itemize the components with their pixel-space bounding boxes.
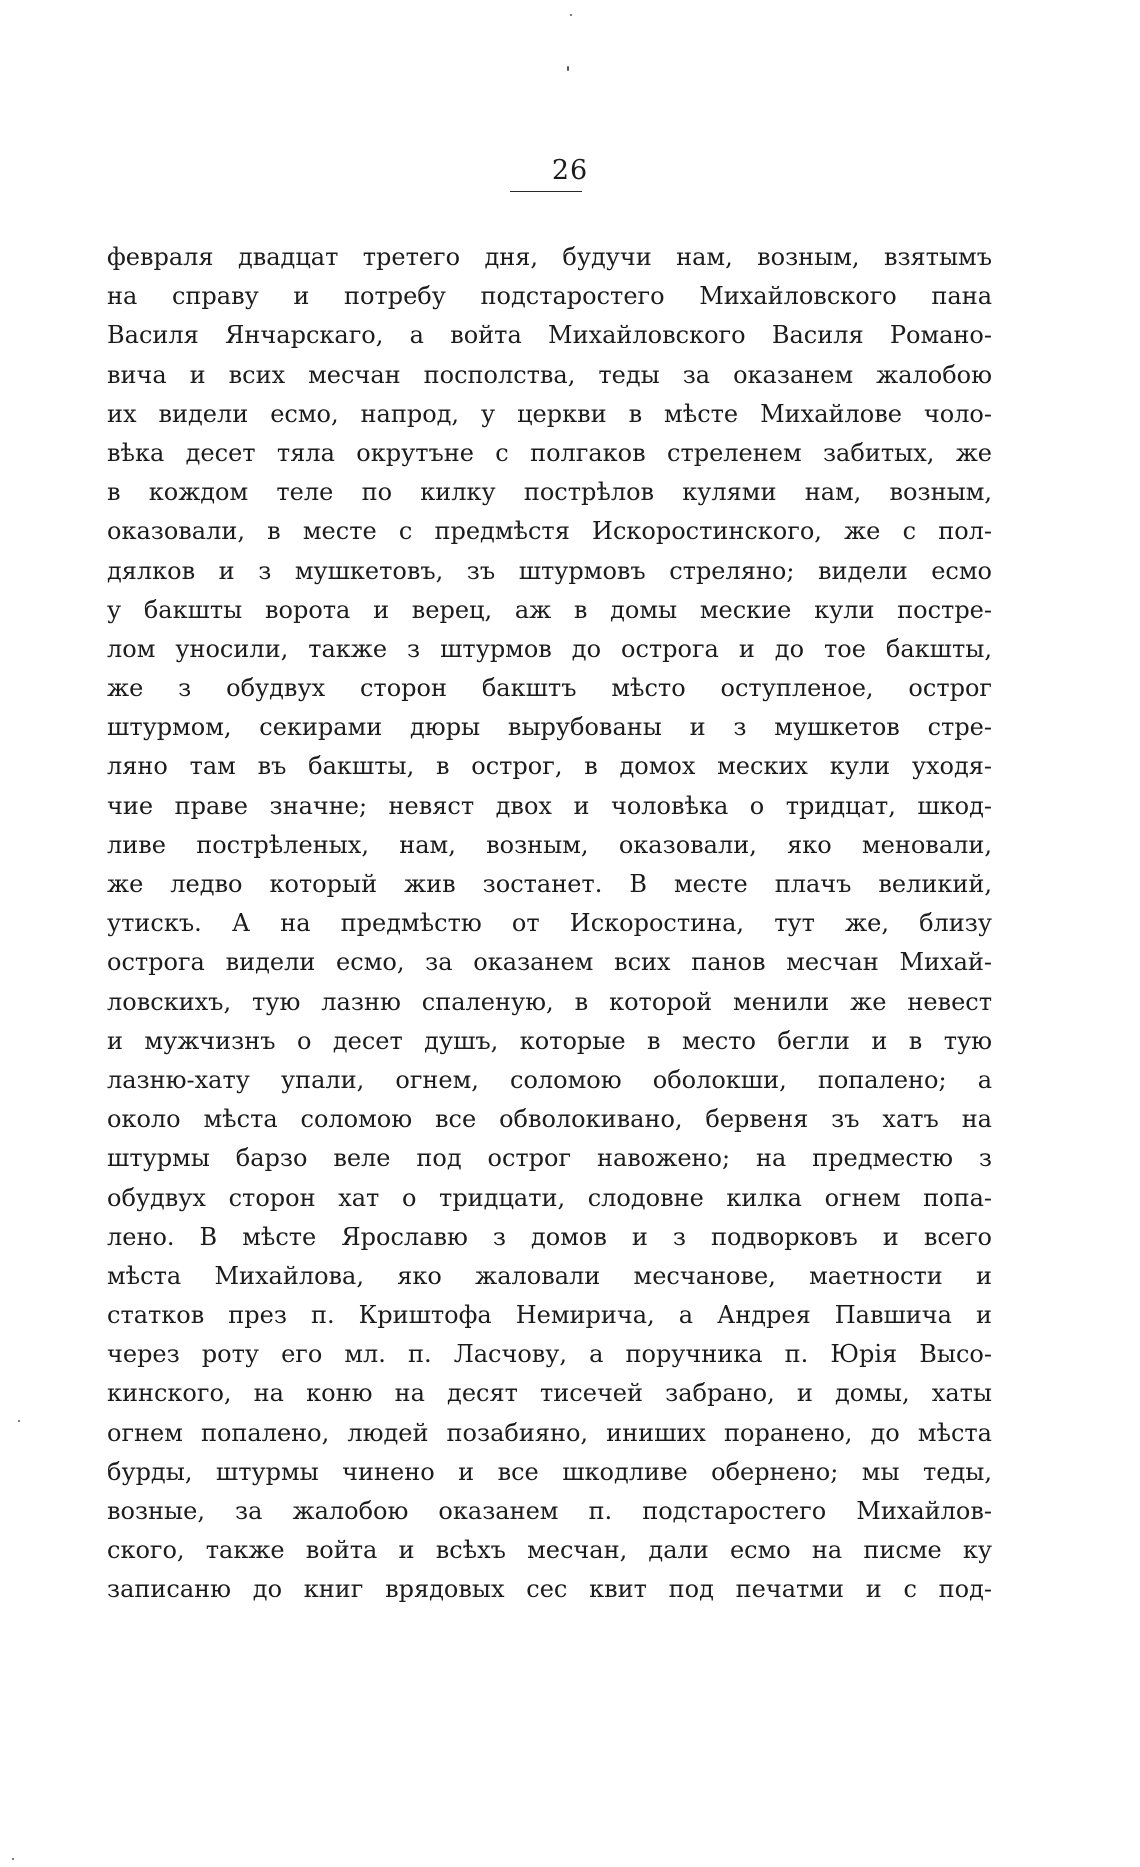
text-line: ливе пострѣленых, нам, возным, оказовали, яко меновали, — [107, 830, 992, 859]
text-line: февраля двадцат третего дня, будучи нам, возным, взятымъ — [107, 243, 992, 271]
text-line: ляно там въ бакшты, в острог, в домох меских кули уходя- — [107, 752, 992, 781]
text-line: кинского, на коню на десят тисечей забрано, и домы, хаты — [107, 1379, 992, 1408]
text-line: оказовали, в месте с предмѣстя Искоростинского, же с пол- — [107, 517, 992, 546]
text-line: обудвух сторон хат о тридцати, слодовне килка огнем попа- — [107, 1183, 992, 1212]
text-line: вѣка десет тяла окрутъне с полгаков стреленем забитых, же — [107, 438, 992, 467]
text-line: в кождом теле по килку пострѣлов кулями нам, возным, — [107, 478, 992, 507]
text-line: на справу и потребу подстаростего Михайловского пана — [107, 282, 992, 311]
text-line: у бакшты ворота и верец, аж в домы меские кули постре- — [107, 595, 992, 624]
text-line: мѣста Михайлова, яко жаловали месчанове, маетности и — [107, 1261, 992, 1290]
text-line: огнем попалено, людей позабияно, иниших поранено, до мѣста — [107, 1418, 992, 1447]
page-number-rule — [510, 191, 582, 192]
text-line: возные, за жалобою оказанем п. подстаростего Михайлов- — [107, 1497, 992, 1525]
scan-speck — [570, 14, 572, 16]
page-number: 26 — [551, 155, 589, 186]
text-line: лом уносили, также з штурмов до острога и до тое бакшты, — [107, 634, 992, 663]
text-line: Василя Янчарскаго, а войта Михайловского Василя Романо- — [107, 321, 992, 350]
text-line: их видели есмо, напрод, у церкви в мѣсте Михайлове чоло- — [107, 399, 992, 428]
text-line: острога видели есмо, за оказанем всих панов месчан Михай- — [107, 948, 992, 977]
text-line: штурмом, секирами дюры вырубованы и з мушкетов стре- — [107, 713, 992, 742]
text-line: статков през п. Криштофа Немирича, а Андрея Павшича и — [107, 1301, 992, 1330]
text-line: чие праве значне; невяст двох и чоловѣка о тридцат, шкод- — [107, 791, 992, 820]
scan-speck — [12, 1858, 14, 1860]
text-line: и мужчизнъ о десет душъ, которые в место бегли и в тую — [107, 1026, 992, 1055]
text-line: записаню до книг врядовых сес квит под печатми и с под- — [107, 1575, 992, 1604]
text-line: утискъ. А на предмѣстю от Искоростина, тут же, близу — [107, 909, 992, 938]
text-line: дялков и з мушкетовъ, зъ штурмовъ стреляно; видели есмо — [107, 556, 992, 585]
text-line: вича и всих месчан посполства, теды за оказанем жалобою — [107, 360, 992, 389]
text-line: лазню-хату упали, огнем, соломою оболокши, попалено; а — [107, 1065, 992, 1094]
text-line: лено. В мѣсте Ярославю з домов и з подворковъ и всего — [107, 1222, 992, 1251]
text-line: ловскихъ, тую лазню спаленую, в которой менили же невест — [107, 987, 992, 1016]
text-line: ского, также войта и всѣхъ месчан, дали есмо на писме ку — [107, 1536, 992, 1565]
scan-speck — [18, 1420, 20, 1422]
text-line: бурды, штурмы чинено и все шкодливе обернено; мы теды, — [107, 1457, 992, 1486]
text-line: же ледво который жив зостанет. В месте плачъ великий, — [107, 870, 992, 898]
scan-speck — [567, 66, 569, 71]
text-line: же з обудвух сторон бакштъ мѣсто оступленое, острог — [107, 674, 992, 703]
text-line: около мѣста соломою все обволокивано, бервеня зъ хатъ на — [107, 1105, 992, 1134]
text-line: через роту его мл. п. Ласчову, а поручника п. Юрія Высо- — [107, 1340, 992, 1369]
body-text — [107, 238, 992, 1610]
text-line: штурмы барзо веле под острог навожено; на предместю з — [107, 1144, 992, 1173]
